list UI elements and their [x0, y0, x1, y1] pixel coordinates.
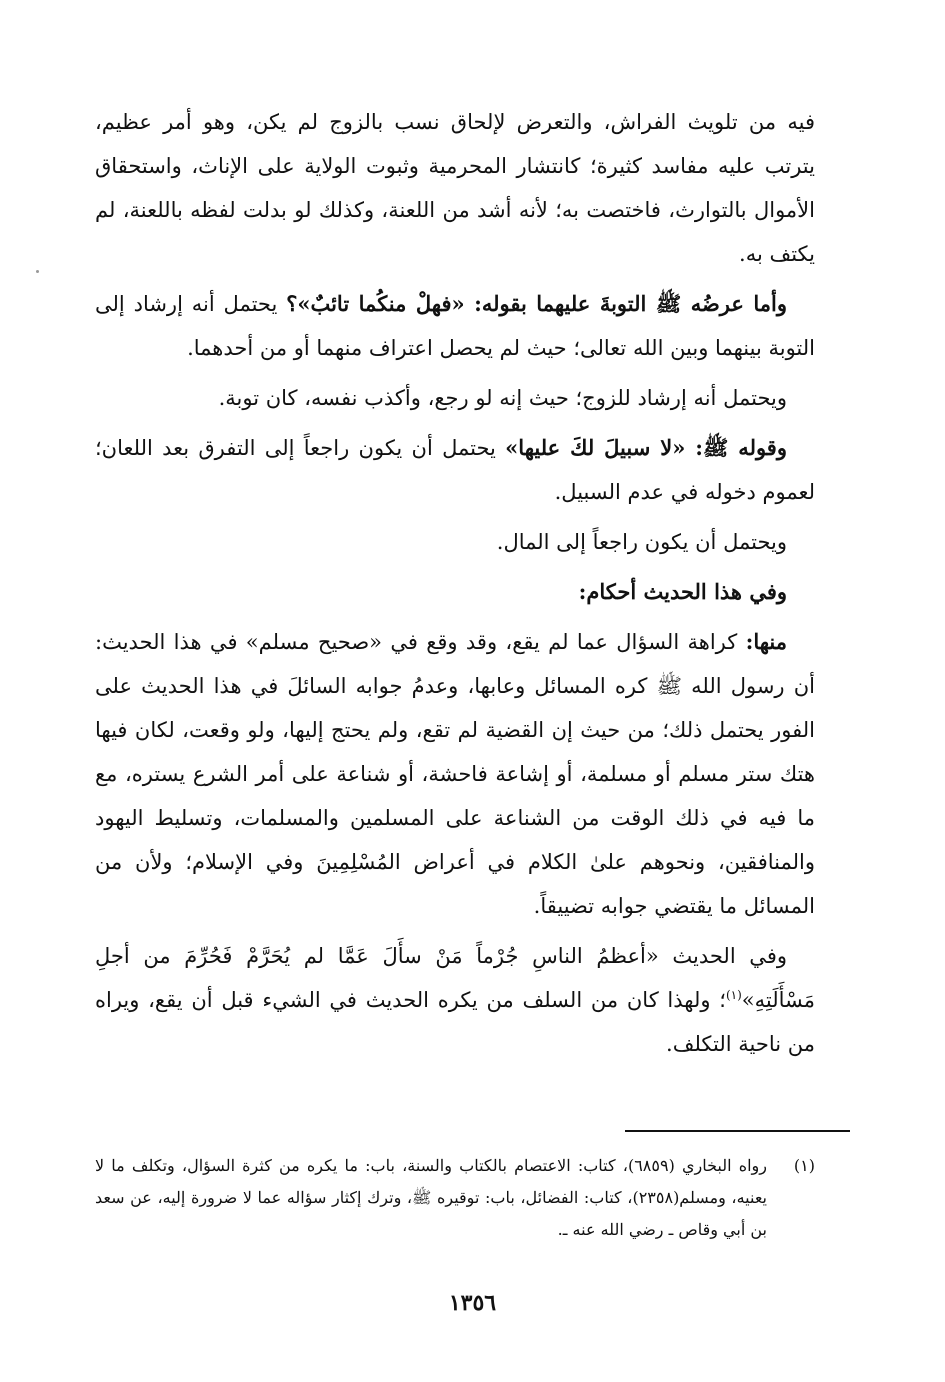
section-heading: وفي هذا الحديث أحكام: — [578, 579, 787, 604]
paragraph-8 — [95, 934, 815, 1066]
paragraph-1: فيه من تلويث الفراش، والتعرض لإلحاق نسب بالزوج لم يكن، وهو أمر عظيم، يترتب عليه مفاسد كثيرة؛ كانتشار المحرمية وثبوت الولاية على الإناث، واستحقاق الأموال بالتوارث، فاختصت به؛ لأنه أشد من اللعنة، وكذلك لو بدلت لفظه باللعنة، لم يكتف به. — [95, 110, 815, 266]
paragraph-2-lead: وأما عرضُه ﷺ التوبةَ عليهما بقوله: «فهلْ منكُما تائبٌ»؟ — [286, 291, 788, 316]
paragraph-3: ويحتمل أنه إرشاد للزوج؛ حيث إنه لو رجع، وأكذب نفسه، كان توبة. — [218, 386, 787, 410]
footnote-item — [95, 1150, 815, 1246]
paragraph-5: ويحتمل أن يكون راجعاً إلى المال. — [496, 530, 787, 554]
footnote-separator — [625, 1130, 850, 1132]
footnotes — [95, 1150, 815, 1246]
paragraph-8-end: ؛ ولهذا كان من السلف من يكره الحديث في الشيء قبل أن يقع، ويراه من ناحية التكلف. — [95, 988, 815, 1056]
paragraph-4 — [95, 426, 815, 514]
paragraph-7 — [95, 620, 815, 928]
footnote-text: رواه البخاري (٦٨٥٩)، كتاب: الاعتصام بالكتاب والسنة، باب: ما يكره من كثرة السؤال، وتكلف ما لا يعنيه، ومسلم(٢٣٥٨)، كتاب: الفضائل، باب: توقيره ﷺ، وترك إكثار سؤاله عما لا ضرورة إليه، عن سعد بن أبي وقاص ـ رضي الله عنه ـ. — [95, 1156, 768, 1239]
paragraph-7-lead: منها: — [745, 629, 787, 654]
paragraph-7-rest: كراهة السؤال عما لم يقع، وقد وقع في «صحيح مسلم» في هذا الحديث: أن رسول الله ﷺ كره المسائل وعابها، وعدمُ جوابه السائلَ في هذا الحديث على الفور يحتمل ذلك؛ من حيث إن القضية لم تقع، ولم يحتج إليها، ولو وقعت، لكان فيها هتك ستر مسلم أو مسلمة، أو إشاعة فاحشة، أو شناعة على أمر الشرع يستره، مع ما فيه في ذلك الوقت من الشناعة على المسلمين والمسلمات، وتسليط اليهود والمنافقين، ونحوهم علىٰ الكلام في أعراض المُسْلِمِينَ وفي الإسلام؛ ولأن من المسائل ما يقتضي جوابه تضييقاً. — [95, 630, 815, 918]
paragraph-2 — [95, 282, 815, 370]
paragraph-4-rest: يحتمل أن يكون راجعاً إلى التفرق بعد اللعان؛ لعموم دخوله في عدم السبيل. — [95, 436, 815, 504]
page-number: ١٣٥٦ — [448, 1290, 497, 1316]
paragraph-2-rest: يحتمل أنه إرشاد إلى التوبة بينهما وبين الله تعالى؛ حيث لم يحصل اعتراف منهما أو من أحدهما. — [95, 292, 815, 360]
footnote-reference: (١) — [725, 988, 742, 1002]
main-text — [95, 100, 815, 1072]
footnote-number: (١) — [793, 1156, 815, 1175]
paragraph-8-start: وفي الحديث «أعظمُ الناسِ جُرْماً مَنْ سأَلَ عَمَّا لم يُحَرَّمْ فَحُرِّمَ من أجلِ مَسْأَلَتِهِ» — [95, 944, 815, 1012]
scan-speck — [36, 270, 39, 273]
paragraph-4-lead: وقوله ﷺ: «لا سبيلَ لكَ عليها» — [505, 435, 787, 460]
